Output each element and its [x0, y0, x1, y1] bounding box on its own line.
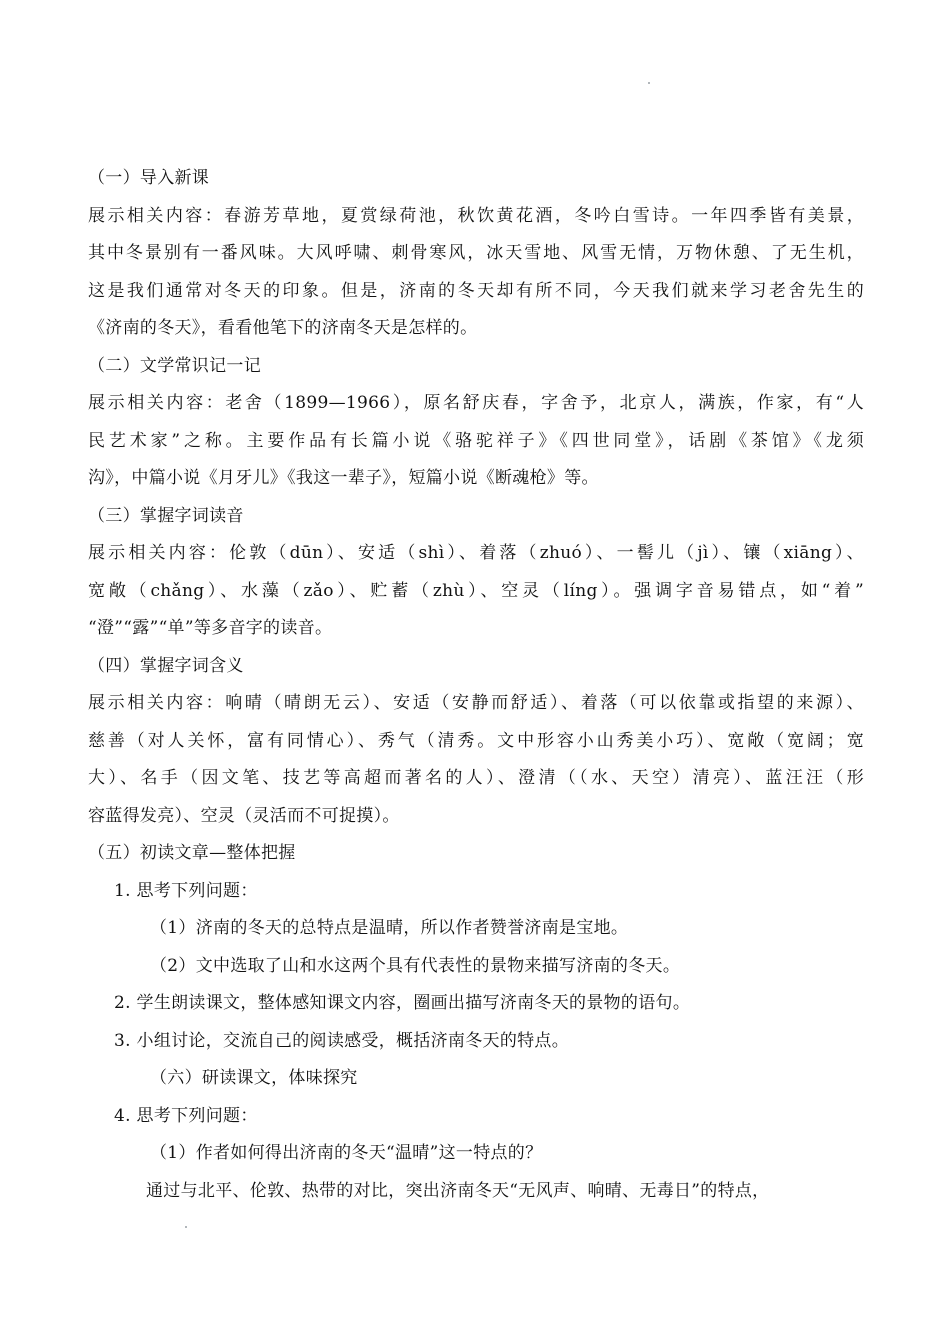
- section-heading-1: （一）导入新课: [88, 168, 210, 188]
- sub-item: （1）济南的冬天的总特点是温晴，所以作者赞誉济南是宝地。: [150, 918, 629, 938]
- section-heading-2: （二）文学常识记一记: [88, 355, 261, 376]
- paragraph-line: 这是我们通常对冬天的印象。但是，济南的冬天却有所不同，今天我们就来学习老舍先生的: [88, 280, 864, 301]
- list-item-4: 4. 思考下列问题：: [114, 1105, 258, 1126]
- answer-line: 通过与北平、伦敦、热带的对比，突出济南冬天“无风声、响晴、无毒日”的特点，: [146, 1180, 770, 1201]
- section-heading-4: （四）掌握字词含义: [88, 655, 244, 676]
- paragraph-line: 慈善（对人关怀，富有同情心）、秀气（清秀。文中形容小山秀美小巧）、宽敞（宽阔；宽: [88, 730, 864, 751]
- paragraph-line: 宽敞（chǎng）、水藻（zǎo）、贮蓄（zhù）、空灵（líng）。强调字音易错点，如“着”: [88, 580, 864, 601]
- section-heading-6: （六）研读课文，体味探究: [150, 1068, 358, 1088]
- list-item-3: 3. 小组讨论，交流自己的阅读感受，概括济南冬天的特点。: [114, 1030, 570, 1051]
- paragraph-line: 展示相关内容：春游芳草地，夏赏绿荷池，秋饮黄花酒，冬吟白雪诗。一年四季皆有美景，: [88, 205, 864, 226]
- paragraph-line: 容蓝得发亮）、空灵（灵活而不可捉摸）。: [88, 805, 400, 826]
- paragraph-line: 沟》，中篇小说《月牙儿》《我这一辈子》，短篇小说《断魂枪》等。: [88, 468, 599, 488]
- sub-item: （1）作者如何得出济南的冬天“温晴”这一特点的？: [150, 1143, 543, 1163]
- paragraph-line: 展示相关内容：伦敦（dūn）、安适（shì）、着落（zhuó）、一髻儿（jì）、镶（xiāng）、: [88, 543, 864, 563]
- list-item-2: 2. 学生朗读课文，整体感知课文内容，圈画出描写济南冬天的景物的语句。: [114, 993, 691, 1013]
- paragraph-line: 其中冬景别有一番风味。大风呼啸、刺骨寒风，冰天雪地、风雪无情，万物休憩、了无生机，: [88, 243, 864, 263]
- page-speck: [648, 82, 650, 84]
- paragraph-line: 展示相关内容：响晴（晴朗无云）、安适（安静而舒适）、着落（可以依靠或指望的来源）、: [88, 693, 864, 713]
- list-item-1: 1. 思考下列问题：: [114, 880, 258, 901]
- page-speck: [185, 1226, 187, 1228]
- section-heading-5: （五）初读文章—整体把握: [88, 843, 296, 863]
- document-body: [88, 160, 864, 1210]
- paragraph-line: 《济南的冬天》，看看他笔下的济南冬天是怎样的。: [88, 318, 478, 338]
- paragraph-line: “澄”“露”“单”等多音字的读音。: [88, 618, 333, 638]
- sub-item: （2）文中选取了山和水这两个具有代表性的景物来描写济南的冬天。: [150, 955, 681, 976]
- section-heading-3: （三）掌握字词读音: [88, 505, 244, 526]
- paragraph-line: 民艺术家”之称。主要作品有长篇小说《骆驼祥子》《四世同堂》，话剧《茶馆》《龙须: [88, 430, 864, 451]
- paragraph-line: 展示相关内容：老舍（1899—1966），原名舒庆春，字舍予，北京人，满族，作家，有“人: [88, 393, 864, 413]
- paragraph-line: 大）、名手（因文笔、技艺等高超而著名的人）、澄清（（水、天空）清亮）、蓝汪汪（形: [88, 768, 864, 788]
